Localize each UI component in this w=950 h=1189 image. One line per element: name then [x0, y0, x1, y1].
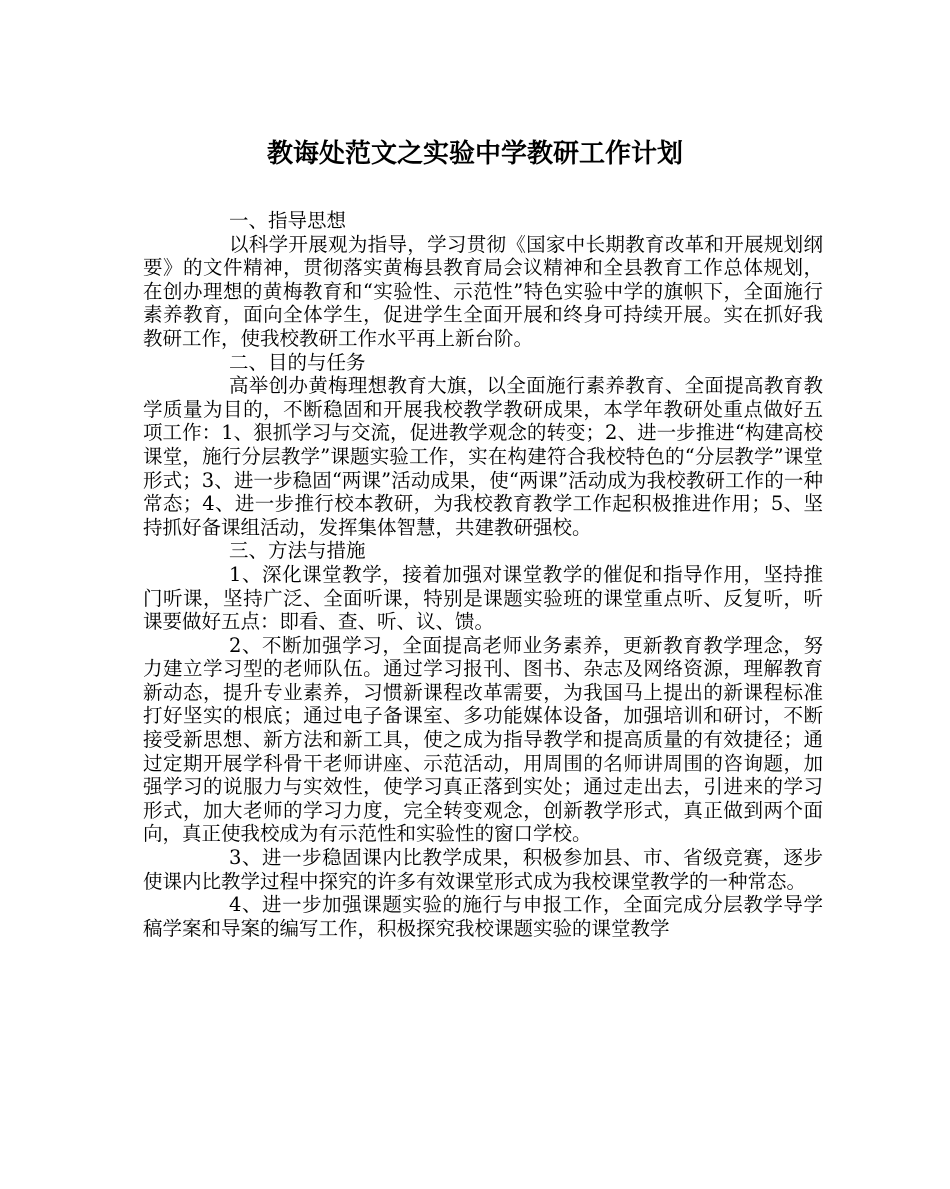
- paragraph-measure-3: 3、进一步稳固课内比教学成果，积极参加县、市、省级竞赛，逐步使课内比教学过程中探究的许多有效课堂形式成为我校课堂教学的一种常态。: [143, 846, 823, 893]
- paragraph-measure-1: 1、深化课堂教学，接着加强对课堂教学的催促和指导作用，坚持推门听课，坚持广泛、全面听课，特别是课题实验班的课堂重点听、反复听，听课要做好五点：即看、查、听、议、馈。: [143, 562, 823, 634]
- paragraph-guiding-ideology: 以科学开展观为指导，学习贯彻《国家中长期教育改革和开展规划纲要》的文件精神，贯彻落实黄梅县教育局会议精神和全县教育工作总体规划，在创办理想的黄梅教育和“实验性、示范性”特色实验中学的旗帜下，全面施行素养教育，面向全体学生，促进学生全面开展和终身可持续开展。实在抓好我教研工作，使我校教研工作水平再上新台阶。: [143, 232, 823, 350]
- section-heading-goals-tasks: 二、目的与任务: [229, 350, 366, 374]
- document-body: [143, 209, 823, 940]
- paragraph-goals-tasks: 高举创办黄梅理想教育大旗，以全面施行素养教育、全面提高教育教学质量为目的，不断稳固和开展我校教学教研成果，本学年教研处重点做好五项工作：1、狠抓学习与交流，促进教学观念的转变；2、进一步推进“构建高校课堂，施行分层教学”课题实验工作，实在构建符合我校特色的“分层教学”课堂形式；3、进一步稳固“两课”活动成果，使“两课”活动成为我校教研工作的一种常态；4、进一步推行校本教研，为我校教育教学工作起积极推进作用；5、坚持抓好备课组活动，发挥集体智慧，共建教研强校。: [143, 374, 823, 539]
- section-heading-guiding-ideology: 一、指导思想: [229, 209, 347, 232]
- paragraph-measure-4: 4、进一步加强课题实验的施行与申报工作，全面完成分层教学导学稿学案和导案的编写工作，积极探究我校课题实验的课堂教学: [143, 893, 823, 940]
- section-heading-methods-measures: 三、方法与措施: [229, 539, 366, 563]
- paragraph-measure-2: 2、不断加强学习，全面提高老师业务素养，更新教育教学理念，努力建立学习型的老师队伍。通过学习报刊、图书、杂志及网络资源，理解教育新动态，提升专业素养，习惯新课程改革需要，为我国马上提出的新课程标准打好坚实的根底；通过电子备课室、多功能媒体设备，加强培训和研讨，不断接受新思想、新方法和新工具，使之成为指导教学和提高质量的有效捷径；通过定期开展学科骨干老师讲座、示范活动，用周围的名师讲周围的咨询题，加强学习的说服力与实效性，使学习真正落到实处；通过走出去，引进来的学习形式，加大老师的学习力度，完全转变观念，创新教学形式，真正做到两个面向，真正使我校成为有示范性和实验性的窗口学校。: [143, 633, 823, 846]
- document-title: 教诲处范文之实验中学教研工作计划: [266, 139, 683, 169]
